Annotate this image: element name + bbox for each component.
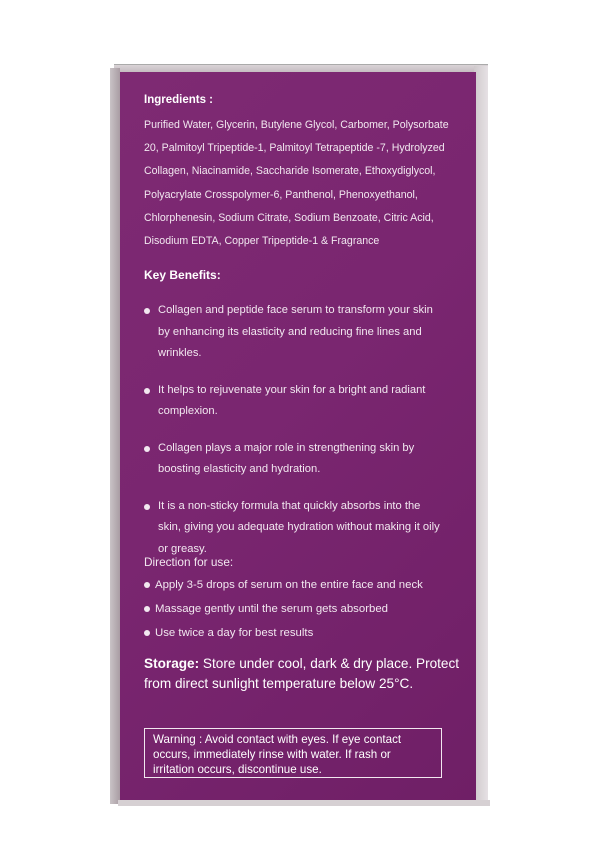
ingredients-heading: Ingredients :	[144, 94, 214, 106]
direction-item: Massage gently until the serum gets absorbed	[144, 597, 464, 621]
box-bottom-edge	[118, 800, 490, 806]
storage-label: Storage:	[144, 656, 200, 671]
benefit-item: Collagen and peptide face serum to transform your skin by enhancing its elasticity and reducing fine lines and wrinkles.	[144, 300, 444, 365]
direction-item: Use twice a day for best results	[144, 621, 464, 645]
storage-text: Store under cool, dark & dry place. Protect from direct sunlight temperature below 25°C.	[144, 656, 460, 691]
key-benefits-list	[144, 300, 444, 575]
benefit-item: It is a non-sticky formula that quickly absorbs into the skin, giving you adequate hydration without making it oily or greasy.	[144, 496, 444, 561]
ingredients-list: Purified Water, Glycerin, Butylene Glycol, Carbomer, Polysorbate 20, Palmitoyl Tripeptide-1, Palmitoyl Tetrapeptide -7, Hydrolyzed Collagen, Niacinamide, Saccharide Isomerate, Ethoxydiglycol, Polyacrylate Crosspolymer-6, Panthenol, Phenoxyethanol, Chlorphenesin, Sodium Citrate, Sodium Benzoate, Citric Acid, Disodium EDTA, Copper Tripeptide-1 & Fragrance	[144, 119, 449, 248]
benefit-item: Collagen plays a major role in strengthening skin by boosting elasticity and hydration.	[144, 438, 444, 481]
directions-list	[144, 573, 464, 645]
warning-box: Warning : Avoid contact with eyes. If eye contact occurs, immediately rinse with water. If rash or irritation occurs, discontinue use.	[144, 728, 442, 778]
box-left-edge	[110, 68, 120, 804]
key-benefits-heading: Key Benefits:	[144, 268, 221, 282]
box-right-edge	[474, 66, 488, 802]
directions-heading: Direction for use:	[144, 555, 234, 569]
storage-instructions	[144, 654, 464, 693]
benefit-item: It helps to rejuvenate your skin for a bright and radiant complexion.	[144, 380, 444, 423]
direction-item: Apply 3-5 drops of serum on the entire face and neck	[144, 573, 464, 597]
product-box-panel	[120, 72, 476, 802]
